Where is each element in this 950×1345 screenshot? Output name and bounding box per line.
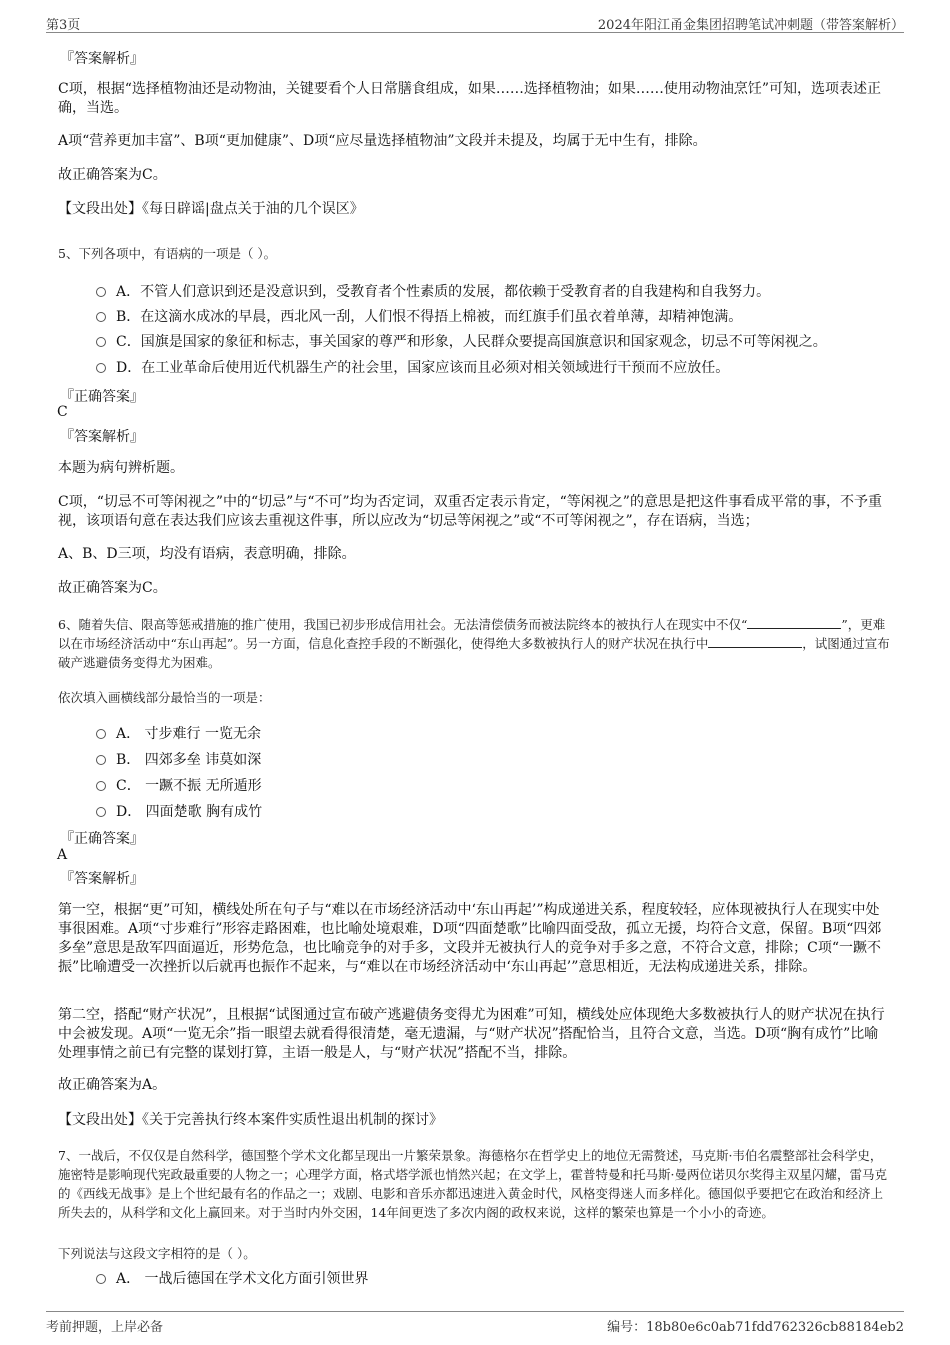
- q4-analysis-p3: 故正确答案为C。: [58, 167, 167, 183]
- page-header: [46, 12, 904, 33]
- q5-analysis-p1: 本题为病句辨析题。: [58, 460, 184, 476]
- radio-icon[interactable]: [96, 1274, 106, 1284]
- q6-analysis-p2: 第二空，搭配“财产状况”，且根据“试图通过宣布破产逃避债务变得尤为困难”可知，横线处应体现绝大多数被执行人的财产状况在执行中会被发现。A项“一览无余”指一眼望去就看得很清楚，毫无遗漏，与“财产状况”搭配恰当，且符合文意，当选。D项“胸有成竹”比喻处理事情之前已有完整的谋划打算，主语一般是人，与“财产状况”搭配不当，排除。: [58, 1007, 885, 1061]
- q6-option-d[interactable]: D． 四面楚歌 胸有成竹: [96, 801, 262, 821]
- fill-blank-1: [747, 618, 841, 629]
- q6-option-c[interactable]: C． 一蹶不振 无所遁形: [96, 775, 262, 795]
- q6-stem: 6、随着失信、限高等惩戒措施的推广使用，我国已初步形成信用社会。无法清偿债务而被法院终本的被执行人在现实中不仅“ ”，更难以在市场经济活动中“东山再起”。另一方面，信息化查控手段的不断强化，使得绝大多数被执行人的财产状况在执行中 ，试图通过宣布破产逃避债务变得尤为困难。: [58, 617, 890, 670]
- q6-analysis-label: 『答案解析』: [60, 871, 144, 887]
- q7-prompt: 下列说法与这段文字相符的是（ ）。: [58, 1246, 256, 1261]
- q7-stem: 7、一战后，不仅仅是自然科学，德国整个学术文化都呈现出一片繁荣景象。海德格尔在哲学史上的地位无需赘述，马克斯·韦伯名震整部社会科学史，施密特是影响现代宪政最重要的人物之一；心理学方面，格式塔学派也悄然兴起；在文学上，霍普特曼和托马斯·曼两位诺贝尔奖得主双星闪耀，雷马克的《西线无战事》是上个世纪最有名的作品之一；戏剧、电影和音乐亦都迅速进入黄金时代，风格变得迷人而多样化。德国似乎要把它在政治和经济上所失去的，从科学和文化上赢回来。对于当时内外交困，14年间更迭了多次内阁的政权来说，这样的繁荣也算是一个小小的奇迹。: [58, 1148, 887, 1220]
- radio-icon[interactable]: [96, 729, 106, 739]
- q5-answer-label: 『正确答案』: [60, 389, 144, 405]
- q4-analysis-p2: A项“营养更加丰富”、B项“更加健康”、D项“应尽量选择植物油”文段并未提及，均属于无中生有，排除。: [58, 133, 707, 149]
- radio-icon[interactable]: [96, 807, 106, 817]
- q6-answer-label: 『正确答案』: [60, 831, 144, 847]
- q4-source: 【文段出处】《每日辟谣|盘点关于油的几个误区》: [58, 201, 364, 217]
- q6-analysis-p3: 故正确答案为A。: [58, 1077, 167, 1093]
- q5-analysis-label: 『答案解析』: [60, 429, 144, 445]
- q6-answer: A: [57, 847, 68, 863]
- page-number: 第3页: [46, 18, 81, 33]
- q6-option-a[interactable]: A． 寸步难行 一览无余: [96, 723, 261, 743]
- q5-option-b[interactable]: B．在这滴水成冰的早晨，西北风一刮，人们恨不得捂上棉被，而红旗手们虽衣着单薄，却精神饱满。: [96, 306, 742, 326]
- page-footer: [46, 1311, 904, 1334]
- radio-icon[interactable]: [96, 755, 106, 765]
- fill-blank-2: [708, 637, 802, 648]
- document-id: 编号：18b80e6c0ab71fdd762326cb88184eb2: [607, 1320, 904, 1335]
- radio-icon[interactable]: [96, 312, 106, 322]
- document-title: 2024年阳江甬金集团招聘笔试冲刺题（带答案解析）: [597, 18, 904, 33]
- q5-stem: 5、下列各项中，有语病的一项是（ ）。: [58, 246, 277, 261]
- q4-analysis-label: 『答案解析』: [60, 51, 144, 67]
- radio-icon[interactable]: [96, 363, 106, 373]
- q5-option-c[interactable]: C．国旗是国家的象征和标志，事关国家的尊严和形象，人民群众要提高国旗意识和国家观念，切忌不可等闲视之。: [96, 331, 827, 351]
- q5-analysis-p3: A、B、D三项，均没有语病，表意明确，排除。: [58, 546, 356, 562]
- q5-answer: C: [57, 404, 68, 420]
- q7-option-a[interactable]: A． 一战后德国在学术文化方面引领世界: [96, 1268, 369, 1288]
- q6-prompt: 依次填入画横线部分最恰当的一项是：: [58, 690, 271, 705]
- q6-option-b[interactable]: B． 四郊多垒 讳莫如深: [96, 749, 261, 769]
- q5-option-a[interactable]: A．不管人们意识到还是没意识到，受教育者个性素质的发展，都依赖于受教育者的自我建构和自我努力。: [96, 281, 770, 301]
- radio-icon[interactable]: [96, 287, 106, 297]
- q4-analysis-p1: C项，根据“选择植物油还是动物油，关键要看个人日常膳食组成，如果……选择植物油；如果……使用动物油烹饪”可知，选项表述正确，当选。: [58, 81, 882, 116]
- q5-analysis-p4: 故正确答案为C。: [58, 580, 167, 596]
- radio-icon[interactable]: [96, 781, 106, 791]
- q5-option-d[interactable]: D．在工业革命后使用近代机器生产的社会里，国家应该而且必须对相关领域进行干预而不应放任。: [96, 357, 729, 377]
- q6-source: 【文段出处】《关于完善执行终本案件实质性退出机制的探讨》: [58, 1112, 443, 1128]
- q5-analysis-p2: C项，“切忌不可等闲视之”中的“切忌”与“不可”均为否定词，双重否定表示肯定，“等闲视之”的意思是把这件事看成平常的事，不予重视，该项语句意在表达我们应该去重视这件事，所以应改为“切忌等闲视之”或“不可等闲视之”，存在语病，当选；: [58, 494, 882, 529]
- q6-analysis-p1: 第一空，根据“更”可知，横线处所在句子与“难以在市场经济活动中‘东山再起’”构成递进关系，程度较轻，应体现被执行人在现实中处事很困难。A项“寸步难行”形容走路困难，也比喻处境艰难，D项“四面楚歌”比喻四面受敌，孤立无援，均符合文意，保留。B项“四郊多垒”意思是敌军四面逼近，形势危急，也比喻竞争的对手多，文段并无被执行人的竞争对手多之意，不符合文意，排除；C项“一蹶不振”比喻遭受一次挫折以后就再也振作不起来，与“难以在市场经济活动中‘东山再起’”意思相近，无法构成递进关系，排除。: [58, 902, 882, 975]
- footer-slogan: 考前押题，上岸必备: [46, 1320, 164, 1335]
- radio-icon[interactable]: [96, 337, 106, 347]
